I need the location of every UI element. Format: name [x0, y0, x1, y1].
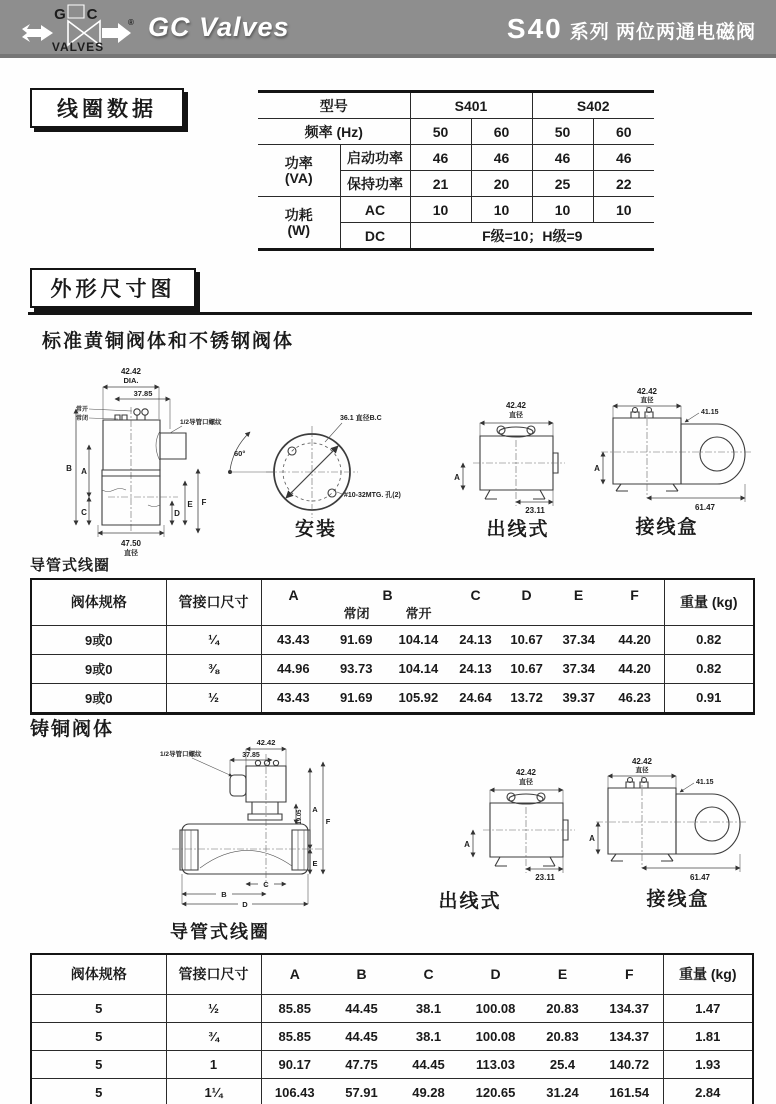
- section-title-coil-data: 线圈数据: [30, 88, 184, 128]
- cell: 44.45: [328, 994, 395, 1022]
- series-suffix: 系列 两位两通电磁阀: [569, 22, 756, 43]
- series-title: [507, 13, 756, 45]
- cell: 9或0: [31, 654, 166, 683]
- cell: 0.91: [664, 683, 754, 713]
- cell: 60: [471, 119, 532, 145]
- lead-wire-drawing-cast: [455, 765, 605, 885]
- cell: 1: [166, 1050, 261, 1078]
- cell: 37.34: [552, 654, 606, 683]
- cell: A: [261, 954, 328, 994]
- dim-label: 直径: [640, 397, 654, 404]
- cell: 管接口尺寸: [166, 954, 261, 994]
- dim-label: E: [187, 500, 193, 509]
- cell: 24.13: [449, 654, 501, 683]
- section-divider: [28, 312, 752, 315]
- table-row: [31, 625, 754, 654]
- dim-label: 1/2导管口螺纹: [160, 751, 202, 758]
- cell: ½: [166, 994, 261, 1022]
- cell: 85.85: [261, 994, 328, 1022]
- cell: 25: [532, 171, 593, 197]
- cell: 93.73: [325, 654, 387, 683]
- cell: 38.1: [395, 994, 462, 1022]
- cell: 阀体规格: [31, 579, 166, 625]
- cell: 1.81: [663, 1022, 753, 1050]
- cell: 44.20: [606, 654, 664, 683]
- dim-label: 直径: [509, 412, 523, 419]
- cell: F: [596, 954, 663, 994]
- cell: 85.85: [261, 1022, 328, 1050]
- cell: 44.20: [606, 625, 664, 654]
- cell: 10: [471, 197, 532, 223]
- cell: 9或0: [85, 691, 113, 706]
- cast-dimensions-table: [30, 953, 754, 1104]
- cell: 1.93: [663, 1050, 753, 1078]
- cell: 90.17: [261, 1050, 328, 1078]
- dim-label: 36.1 直径B.C: [340, 415, 382, 422]
- dim-label: 1/2导管口螺纹: [180, 419, 222, 426]
- cell: ¼: [166, 625, 261, 654]
- cell: 100.08: [462, 994, 529, 1022]
- dim-label: 47.50: [120, 539, 142, 548]
- cell: S402: [532, 92, 654, 119]
- cell: 重量 (kg): [663, 954, 753, 994]
- cell: 43.43: [261, 683, 325, 713]
- cell: 31.24: [546, 1084, 579, 1100]
- cell: 5: [95, 1084, 103, 1100]
- dim-label: F: [201, 498, 207, 507]
- caption-mounting: 安装: [294, 519, 337, 540]
- cell: 37.34: [552, 625, 606, 654]
- dim-label: 42.42: [256, 738, 276, 747]
- table-row: [31, 994, 753, 1022]
- cell: 型号: [258, 92, 410, 119]
- cell: 100.08: [462, 1022, 529, 1050]
- cell: ¾: [166, 1022, 261, 1050]
- cell: 10: [593, 197, 654, 223]
- cell: 140.72: [596, 1050, 663, 1078]
- cell: 1.47: [663, 994, 753, 1022]
- dim-label: D: [242, 900, 248, 909]
- dim-label: DIA.: [123, 376, 139, 385]
- cell: 10: [410, 197, 471, 223]
- cell: 9或0: [31, 625, 166, 654]
- cell: 重量 (kg): [664, 579, 754, 625]
- caption-lead-wire-cast: 出线式: [438, 891, 502, 912]
- cell: 91.69: [339, 690, 373, 705]
- dim-label: A: [312, 805, 318, 814]
- table-row: [31, 1022, 753, 1050]
- cell: 10: [532, 197, 593, 223]
- cell: S401: [410, 92, 532, 119]
- cell: 39.37: [562, 690, 595, 705]
- subtitle-cast-body: 铸铜阀体: [30, 719, 115, 740]
- cell: 10.67: [502, 654, 552, 683]
- logo-letter-g: G: [54, 6, 66, 23]
- dim-label: 直径: [124, 550, 138, 557]
- cell: 24.64: [459, 690, 492, 705]
- cell: 91.69: [325, 625, 387, 654]
- junction-box-drawing: [593, 386, 763, 516]
- cell: 134.37: [596, 994, 663, 1022]
- dim-label: 42.42: [505, 401, 527, 410]
- dim-label: 23.11: [535, 873, 555, 882]
- cell: 5: [31, 994, 166, 1022]
- dim-label: 41.15: [696, 779, 714, 786]
- cell: 43.43: [261, 625, 325, 654]
- dim-label: 42.42: [515, 768, 537, 777]
- logo-letter-c: C: [86, 6, 98, 23]
- dim-label: C: [263, 880, 269, 889]
- cast-valve-drawing: [158, 738, 336, 914]
- caption-junction-box: 接线盒: [635, 517, 699, 538]
- table-row: [258, 92, 654, 119]
- cell: 113.03: [462, 1050, 529, 1078]
- cell: 管接口尺寸: [166, 579, 261, 625]
- cell: F级=10；H级=9: [410, 223, 654, 250]
- dim-label: 常闭: [75, 416, 88, 422]
- cell: 阀体规格: [31, 954, 166, 994]
- dim-label: D: [174, 509, 180, 518]
- cell: 频率 (Hz): [258, 119, 410, 145]
- dim-label: A: [589, 834, 595, 843]
- gc-valves-logo-icon: [18, 3, 136, 53]
- dim-label: 直径: [519, 779, 533, 786]
- cell: 44.45: [328, 1022, 395, 1050]
- cell: 104.14: [387, 654, 449, 683]
- cell: 57.91: [345, 1084, 378, 1100]
- cell: A B 常闭 常开 C D E F: [261, 579, 664, 625]
- cell: 46: [532, 145, 593, 171]
- cell: AC: [340, 197, 410, 223]
- cell: 25.4: [529, 1050, 596, 1078]
- cell: 20.83: [529, 1022, 596, 1050]
- cell: 保持功率: [340, 171, 410, 197]
- dim-label: 19.05: [297, 809, 303, 825]
- dim-label: 42.42: [636, 387, 658, 396]
- table-row: [31, 1050, 753, 1078]
- cell: 60: [593, 119, 654, 145]
- caption-lead-wire: 出线式: [486, 519, 550, 540]
- cell: 功率 (VA): [258, 145, 340, 197]
- cell: 22: [593, 171, 654, 197]
- table-header-row: [31, 954, 753, 994]
- junction-box-drawing-cast: [588, 756, 758, 886]
- cell: 134.37: [596, 1022, 663, 1050]
- table-row: [31, 1078, 753, 1104]
- dim-label: A: [464, 840, 470, 849]
- cell: D: [462, 954, 529, 994]
- table-header-row: [31, 579, 754, 625]
- cell: 13.72: [510, 690, 543, 705]
- dim-label: 42.42: [120, 367, 142, 376]
- cell: ½: [166, 683, 261, 713]
- header-bar: [0, 0, 776, 58]
- conduit-coil-label: 导管式线圈: [30, 557, 111, 574]
- cell: 46.23: [618, 690, 651, 705]
- cell: 44.96: [261, 654, 325, 683]
- dim-label: 41.15: [701, 409, 719, 416]
- dim-label: A: [81, 467, 87, 476]
- coil-data-table: [258, 90, 654, 251]
- cell: DC: [340, 223, 410, 250]
- dim-label: 37.85: [242, 752, 260, 759]
- cell: ⅜: [166, 654, 261, 683]
- cell: E: [529, 954, 596, 994]
- cell: 105.92: [398, 690, 439, 705]
- cell: 0.82: [664, 625, 754, 654]
- dim-label: A: [594, 464, 600, 473]
- caption-junction-box-cast: 接线盒: [646, 889, 710, 910]
- dim-label: 37.85: [133, 389, 153, 398]
- cell: 50: [532, 119, 593, 145]
- dim-label: 42.42: [631, 757, 653, 766]
- cell: 5: [31, 1022, 166, 1050]
- dim-label: A: [454, 473, 460, 482]
- cell: 启动功率: [340, 145, 410, 171]
- cell: 20: [471, 171, 532, 197]
- cell: 2.84: [663, 1078, 753, 1104]
- cell: 47.75: [328, 1050, 395, 1078]
- dim-label: 60°: [234, 449, 246, 458]
- dim-label: 常开: [75, 407, 88, 413]
- brand-title: GC Valves: [148, 12, 290, 42]
- cell: 161.54: [609, 1084, 650, 1100]
- subtitle-standard-body: 标准黄铜阀体和不锈钢阀体: [42, 331, 295, 352]
- lead-wire-drawing: [445, 398, 595, 518]
- cell: 24.13: [449, 625, 501, 654]
- cell: 10.67: [502, 625, 552, 654]
- dim-label: 直径: [635, 767, 649, 774]
- dim-label: #10-32MTG. 孔(2): [344, 492, 401, 499]
- dim-label: B: [66, 464, 72, 473]
- cell: 120.65: [475, 1084, 516, 1100]
- cell: 21: [410, 171, 471, 197]
- table-row: [31, 654, 754, 683]
- table-row: [258, 119, 654, 145]
- dim-label: 23.11: [525, 506, 545, 515]
- dim-label: E: [312, 859, 318, 868]
- caption-conduit-coil-cast: 导管式线圈: [170, 922, 270, 942]
- dim-label: 61.47: [694, 503, 716, 512]
- cell: 46: [593, 145, 654, 171]
- cell: 20.83: [529, 994, 596, 1022]
- cell: 50: [410, 119, 471, 145]
- table-row: [31, 683, 754, 713]
- table-row: [258, 197, 654, 223]
- dim-label: F: [325, 817, 331, 826]
- cell: B: [328, 954, 395, 994]
- cell: C: [395, 954, 462, 994]
- section-title-outline-dims: 外形尺寸图: [30, 268, 196, 308]
- cell: 46: [410, 145, 471, 171]
- dim-label: B: [221, 890, 227, 899]
- cell: 0.82: [664, 654, 754, 683]
- cell: 106.43: [261, 1078, 328, 1104]
- logo-valves-text: VALVES: [51, 40, 105, 53]
- registered-mark: ®: [128, 18, 134, 27]
- dim-label: C: [81, 508, 87, 517]
- cell: 38.1: [395, 1022, 462, 1050]
- cell: 49.28: [412, 1084, 445, 1100]
- cell: 46: [471, 145, 532, 171]
- standard-dimensions-table: [30, 578, 755, 715]
- series-code: S40: [506, 13, 563, 44]
- cell: 104.14: [387, 625, 449, 654]
- table-row: [258, 145, 654, 171]
- cell: 功耗 (W): [258, 197, 340, 250]
- dim-label: 61.47: [689, 873, 711, 882]
- cell: 5: [31, 1050, 166, 1078]
- cell: 44.45: [395, 1050, 462, 1078]
- cell: 1¼: [166, 1078, 261, 1104]
